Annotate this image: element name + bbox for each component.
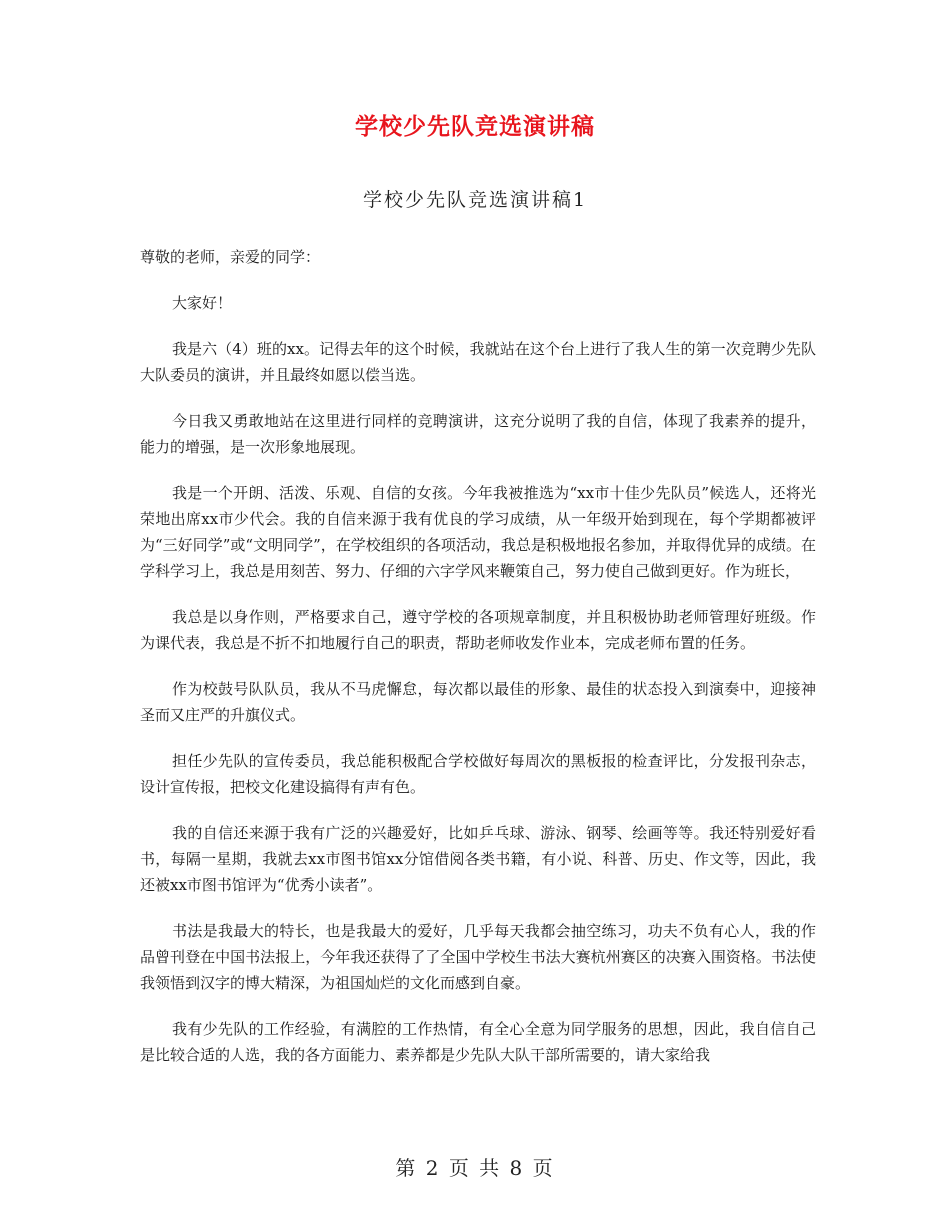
body-paragraph: 我是六（4）班的xx。记得去年的这个时候，我就站在这个台上进行了我人生的第一次竞聘少先队大队委员的演讲，并且最终如愿以偿当选。 <box>140 340 816 384</box>
greeting-paragraph: 大家好！ <box>172 294 233 312</box>
document-body <box>140 244 816 1088</box>
section-title: 学校少先队竞选演讲稿1 <box>362 189 588 211</box>
body-paragraph: 今日我又勇敢地站在这里进行同样的竞聘演讲，这充分说明了我的自信，体现了我素养的提升，能力的增强，是一次形象地展现。 <box>140 412 816 456</box>
salutation-paragraph: 尊敬的老师，亲爱的同学： <box>140 248 321 266</box>
body-paragraph: 我是一个开朗、活泼、乐观、自信的女孩。今年我被推选为“xx市十佳少先队员”候选人，还将光荣地出席xx市少代会。我的自信来源于我有优良的学习成绩，从一年级开始到现在，每个学期都被评为“三好同学”或“文明同学”，在学校组织的各项活动，我总是积极地报名参加，并取得优异的成绩。在学科学习上，我总是用刻苦、努力、仔细的六字学风来鞭策自己，努力使自己做到更好。作为班长， <box>140 484 816 580</box>
body-paragraph: 作为校鼓号队队员，我从不马虎懈怠，每次都以最佳的形象、最佳的状态投入到演奏中，迎接神圣而又庄严的升旗仪式。 <box>140 680 816 724</box>
body-paragraph: 书法是我最大的特长，也是我最大的爱好，几乎每天我都会抽空练习，功夫不负有心人，我的作品曾刊登在中国书法报上，今年我还获得了了全国中学校生书法大赛杭州赛区的决赛入围资格。书法使我领悟到汉字的博大精深，为祖国灿烂的文化而感到自豪。 <box>140 922 816 992</box>
body-paragraph: 我的自信还来源于我有广泛的兴趣爱好，比如乒乓球、游泳、钢琴、绘画等等。我还特别爱好看书，每隔一星期，我就去xx市图书馆xx分馆借阅各类书籍，有小说、科普、历史、作文等，因此，我还被xx市图书馆评为“优秀小读者”。 <box>140 824 816 894</box>
body-paragraph: 我有少先队的工作经验，有满腔的工作热情，有全心全意为同学服务的思想，因此，我自信自己是比较合适的人选，我的各方面能力、素养都是少先队大队干部所需要的，请大家给我 <box>140 1020 816 1064</box>
document-title: 学校少先队竞选演讲稿 <box>355 113 595 140</box>
body-paragraph: 我总是以身作则，严格要求自己，遵守学校的各项规章制度，并且积极协助老师管理好班级。作为课代表，我总是不折不扣地履行自己的职责，帮助老师收发作业本，完成老师布置的任务。 <box>140 608 816 652</box>
body-paragraph: 担任少先队的宣传委员，我总能积极配合学校做好每周次的黑板报的检查评比，分发报刊杂志，设计宣传报，把校文化建设搞得有声有色。 <box>140 752 816 796</box>
page-number-footer: 第 2 页 共 8 页 <box>395 1156 555 1180</box>
